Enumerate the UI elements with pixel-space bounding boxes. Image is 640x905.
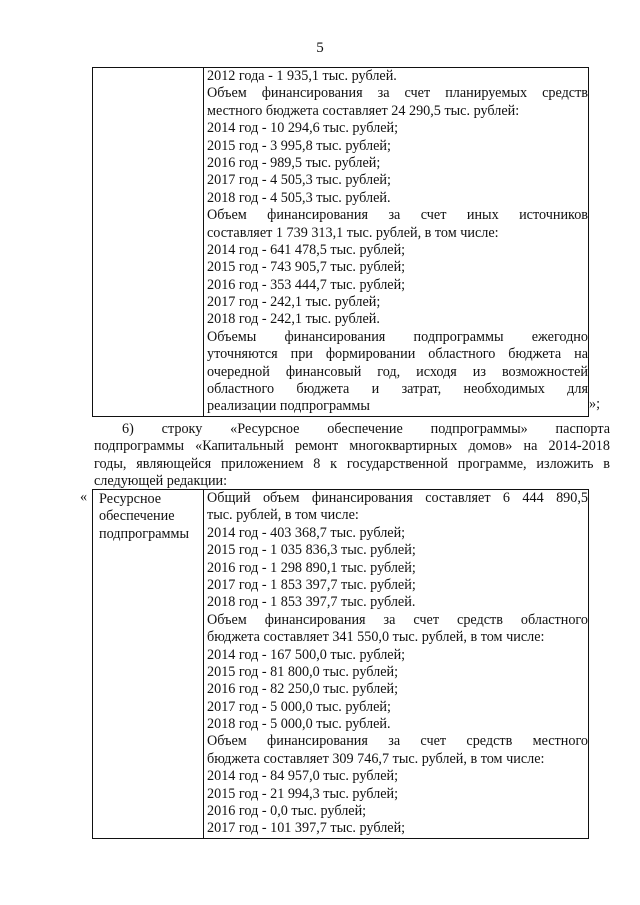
table1-line: Объем финансирования за счет иных источников <box>207 207 588 224</box>
paragraph-line: 6) строку «Ресурсное обеспечение подпрограммы» паспорта <box>122 421 610 437</box>
closing-quote: »; <box>589 396 601 412</box>
table2-line: 2018 год - 5 000,0 тыс. рублей. <box>207 716 391 733</box>
table2-line: 2016 год - 82 250,0 тыс. рублей; <box>207 681 399 698</box>
table2-line: 2015 год - 21 994,3 тыс. рублей; <box>207 785 399 802</box>
table1-line: 2016 год - 989,5 тыс. рублей; <box>207 154 381 171</box>
table1-line: реализации подпрограммы <box>207 398 370 415</box>
table1-line: Объемы финансирования подпрограммы ежегодно <box>207 328 588 345</box>
paragraph-line: следующей редакции: <box>94 473 228 490</box>
table2-line: 2017 год - 1 853 397,7 тыс. рублей; <box>207 576 416 593</box>
table2-left-line: Ресурсное <box>99 491 162 507</box>
table2-line: Общий объем финансирования составляет 6 444 890,5 <box>207 490 588 506</box>
paragraph-line: годы, являющейся приложением 8 к государственной программе, изложить в <box>94 455 610 472</box>
table2-line: тыс. рублей, в том числе: <box>207 507 359 524</box>
table2-line: 2017 год - 101 397,7 тыс. рублей; <box>207 820 406 837</box>
table2-right-cell <box>204 490 589 839</box>
table1-line: 2018 год - 4 505,3 тыс. рублей. <box>207 189 391 206</box>
table2-line: Объем финансирования за счет средств областного <box>207 611 588 628</box>
table2-line: 2014 год - 84 957,0 тыс. рублей; <box>207 768 399 785</box>
page-number: 5 <box>316 40 324 56</box>
table2-line: 2018 год - 1 853 397,7 тыс. рублей. <box>207 594 416 611</box>
table2-line: 2014 год - 403 368,7 тыс. рублей; <box>207 524 406 541</box>
table2-line: 2016 год - 1 298 890,1 тыс. рублей; <box>207 559 416 576</box>
table2-line: 2016 год - 0,0 тыс. рублей; <box>207 803 367 820</box>
table2-left-line: подпрограммы <box>99 525 189 542</box>
opening-quote: « <box>80 489 88 505</box>
table1-line: 2015 год - 743 905,7 тыс. рублей; <box>207 259 406 276</box>
table2-line: бюджета составляет 309 746,7 тыс. рублей, в том числе: <box>207 750 545 767</box>
table1-line: составляет 1 739 313,1 тыс. рублей, в том числе: <box>207 224 499 241</box>
table2-line: бюджета составляет 341 550,0 тыс. рублей, в том числе: <box>207 629 545 646</box>
table1-right-cell <box>204 68 589 417</box>
table1-line: 2012 года - 1 935,1 тыс. рублей. <box>207 68 397 84</box>
table1-line: уточняются при формировании областного бюджета на <box>207 346 588 363</box>
table1-line: 2014 год - 10 294,6 тыс. рублей; <box>207 120 399 137</box>
paragraph-line: подпрограммы «Капитальный ремонт многоквартирных домов» на 2014-2018 <box>94 438 610 455</box>
table1-line: 2016 год - 353 444,7 тыс. рублей; <box>207 276 406 293</box>
table1-line: очередной финансовый год, исходя из возможностей <box>207 363 588 380</box>
table2-line: Объем финансирования за счет средств местного <box>207 733 588 750</box>
table1-line: Объем финансирования за счет планируемых средств <box>207 85 588 102</box>
table1-line: 2017 год - 4 505,3 тыс. рублей; <box>207 172 391 189</box>
funding-table-continued <box>92 67 589 417</box>
table2-line: 2015 год - 81 800,0 тыс. рублей; <box>207 663 399 680</box>
table1-line: 2014 год - 641 478,5 тыс. рублей; <box>207 241 406 258</box>
table1-line: 2018 год - 242,1 тыс. рублей. <box>207 311 380 328</box>
table1-line: областного бюджета и затрат, необходимых для <box>207 381 588 398</box>
table1-line: 2017 год - 242,1 тыс. рублей; <box>207 294 381 311</box>
table2-line: 2014 год - 167 500,0 тыс. рублей; <box>207 646 406 663</box>
resource-support-table <box>92 489 589 839</box>
table2-left-cell <box>93 490 204 839</box>
table1-line: 2015 год - 3 995,8 тыс. рублей; <box>207 137 391 154</box>
table1-left-cell <box>93 68 204 417</box>
table2-line: 2017 год - 5 000,0 тыс. рублей; <box>207 698 391 715</box>
table2-left-line: обеспечение <box>99 508 175 525</box>
amendment-paragraph <box>94 421 610 491</box>
table1-line: местного бюджета составляет 24 290,5 тыс. рублей: <box>207 102 520 119</box>
table2-line: 2015 год - 1 035 836,3 тыс. рублей; <box>207 542 416 559</box>
